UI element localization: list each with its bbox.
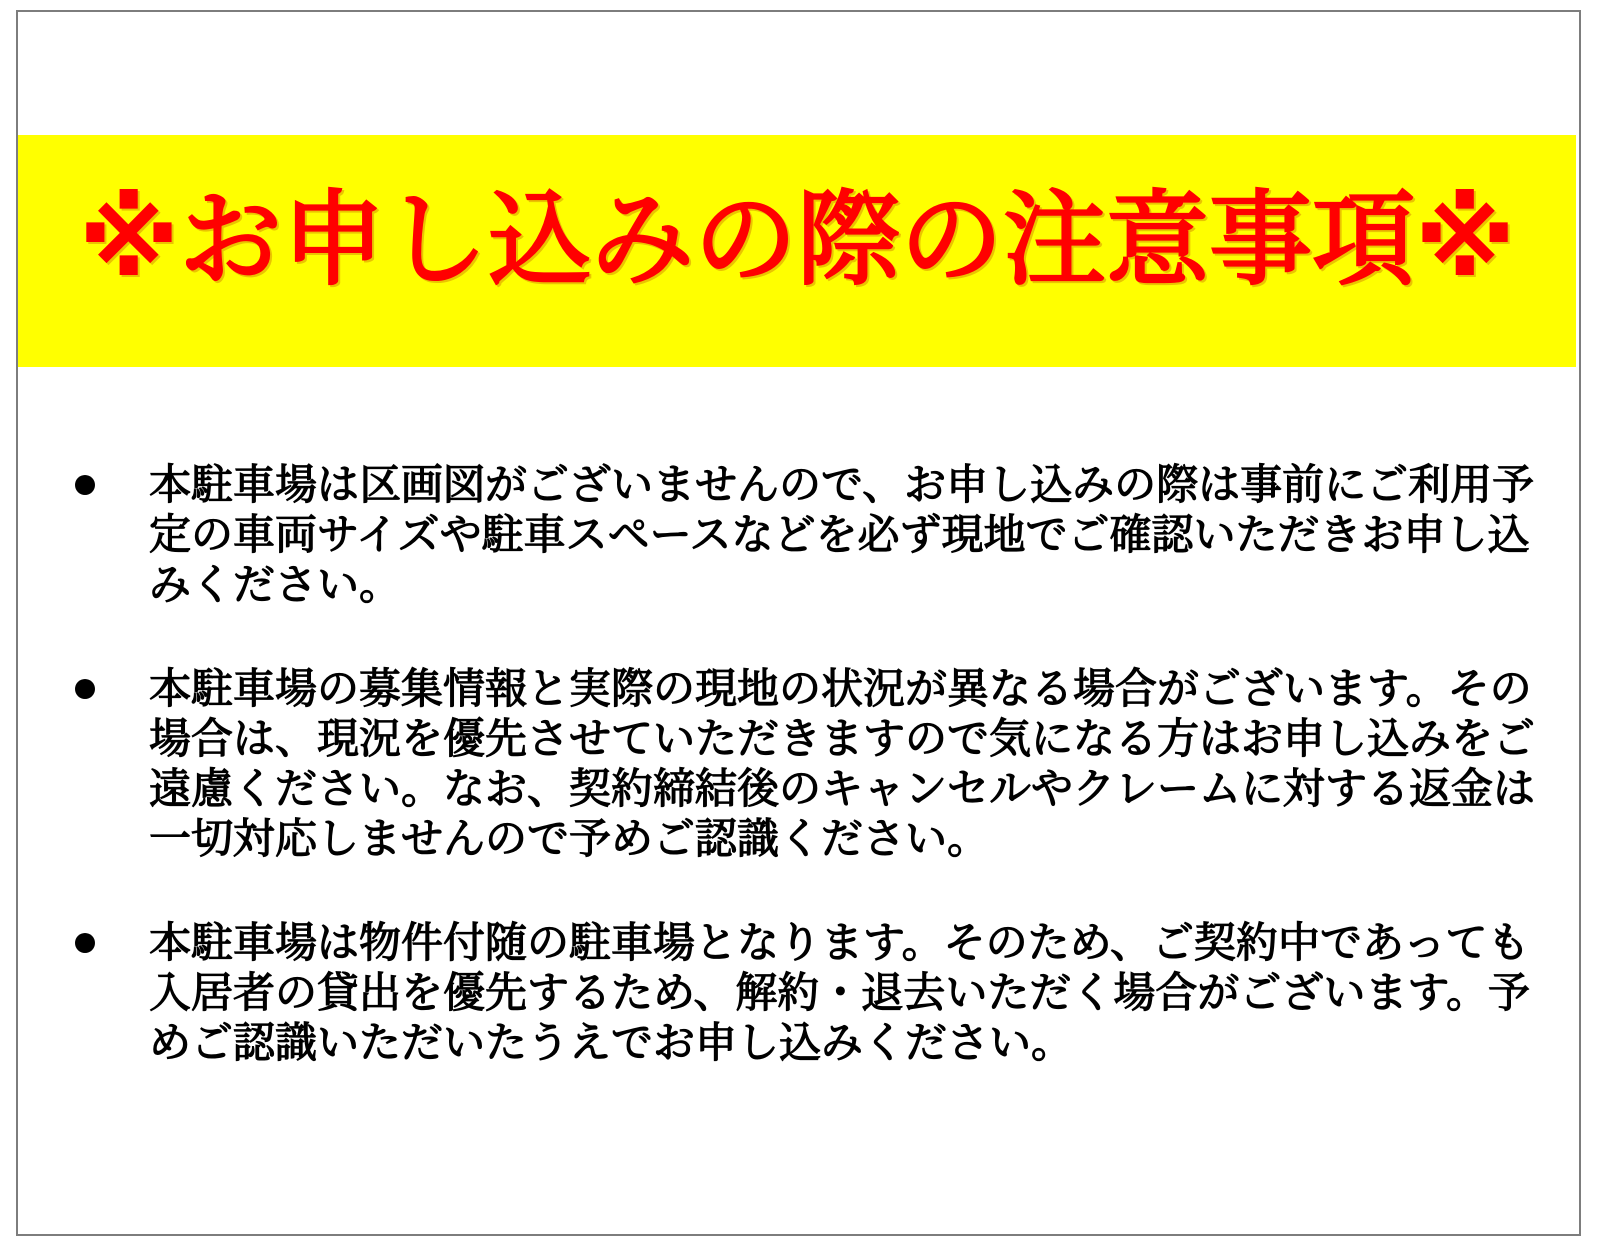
bullet-icon [75, 679, 95, 699]
notice-line: 定の車両サイズや駐車スペースなどを必ず現地でご確認いただきお申し込 [149, 511, 1530, 558]
document-border-frame [16, 10, 1581, 1236]
notice-line: 本駐車場は区画図がございませんので、お申し込みの際は事前にご利用予 [149, 461, 1535, 508]
notice-text [149, 918, 1530, 1068]
page-title: ※お申し込みの際の注意事項※ [78, 181, 1516, 297]
title-banner [18, 135, 1576, 367]
notice-line: めご認識いただいたうえでお申し込みください。 [149, 1019, 1074, 1066]
notice-line: 入居者の貸出を優先するため、解約・退去いただく場合がございます。予 [149, 969, 1530, 1016]
notice-line: 遠慮ください。なお、契約締結後のキャンセルやクレームに対する返金は [149, 765, 1536, 812]
notice-text [149, 664, 1535, 864]
bullet-icon [75, 933, 95, 953]
notice-line: 本駐車場の募集情報と実際の現地の状況が異なる場合がございます。その [149, 665, 1532, 712]
list-item [75, 664, 1535, 864]
notice-line: みください。 [149, 561, 402, 608]
notice-line: 本駐車場は物件付随の駐車場となります。そのため、ご契約中であっても [149, 919, 1530, 966]
notice-line: 一切対応しませんので予めご認識ください。 [149, 815, 990, 862]
notice-line: 場合は、現況を優先させていただきますので気になる方はお申し込みをご [149, 715, 1536, 762]
list-item [75, 460, 1535, 610]
notice-list [75, 460, 1535, 1068]
notice-text [149, 460, 1534, 610]
bullet-icon [75, 475, 95, 495]
list-item [75, 918, 1535, 1068]
